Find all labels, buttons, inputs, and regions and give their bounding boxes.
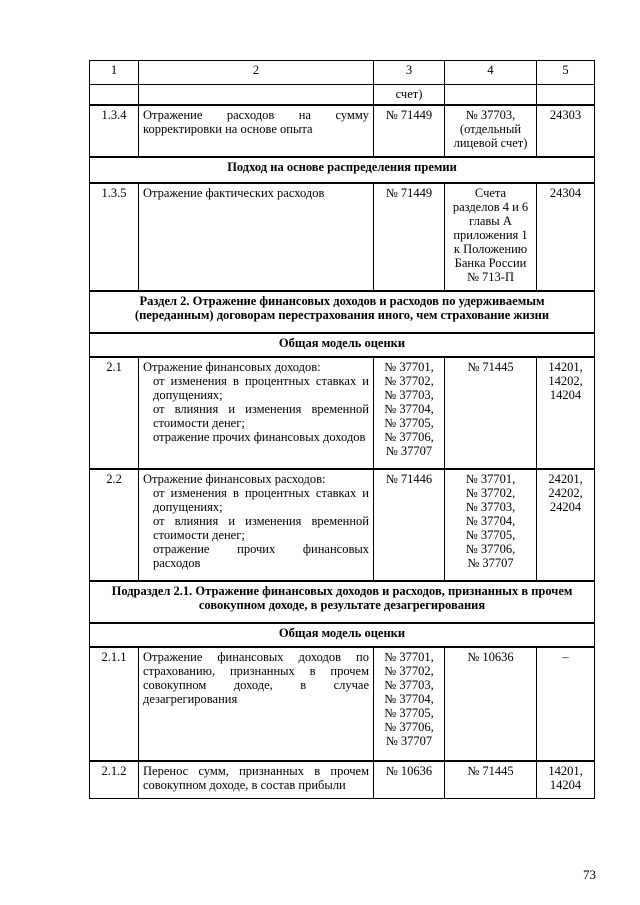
cell-credit: № 10636 (445, 647, 537, 761)
table-row-2-1-2 (90, 761, 595, 799)
cell-debit: № 71446 (374, 469, 445, 581)
table-row-2-1 (90, 357, 595, 469)
cell-symbol: – (537, 647, 595, 761)
section-title: Общая модель оценки (90, 623, 595, 647)
cell-debit: № 10636 (374, 761, 445, 799)
cell-num: 1.3.4 (90, 105, 139, 157)
cell-num: 2.1.2 (90, 761, 139, 799)
cell-debit: № 37701, № 37702, № 37703, № 37704, № 37705, № 37706, № 37707 (374, 357, 445, 469)
section-row-2-1 (90, 581, 595, 623)
section-title: Общая модель оценки (90, 333, 595, 357)
cell-credit: № 37701, № 37702, № 37703, № 37704, № 37705, № 37706, № 37707 (445, 469, 537, 581)
cell-text: Отражение фактических расходов (139, 183, 374, 291)
cell-num: 2.1.1 (90, 647, 139, 761)
cell-symbol: 24201, 24202, 24204 (537, 469, 595, 581)
cell-symbol: 24303 (537, 105, 595, 157)
section-title: Раздел 2. Отражение финансовых доходов и расходов по удерживаемым (переданным) договорам перестрахования иного, чем страхование жизни (90, 291, 595, 333)
table-row-1-3-4 (90, 105, 595, 157)
section-row-premium (90, 157, 595, 183)
header-cell: 4 (445, 61, 537, 85)
cell-num: 2.1 (90, 357, 139, 469)
page-number: 73 (583, 867, 596, 882)
section-row-2 (90, 291, 595, 333)
cell-text: Отражение финансовых доходов: от изменения в процентных ставках и допущениях; от влияния и изменения временной стоимости денег; отражение прочих финансовых доходов (139, 357, 374, 469)
cell-symbol: 14201, 14204 (537, 761, 595, 799)
table-row-2-2 (90, 469, 595, 581)
table-row-continuation (90, 85, 595, 105)
cell-symbol: 14201, 14202, 14204 (537, 357, 595, 469)
cell-text: Перенос сумм, признанных в прочем совокупном доходе, в состав прибыли (139, 761, 374, 799)
section-row-general-model (90, 623, 595, 647)
cell-symbol: 24304 (537, 183, 595, 291)
cell-debit: № 37701, № 37702, № 37703, № 37704, № 37705, № 37706, № 37707 (374, 647, 445, 761)
cell-num: 1.3.5 (90, 183, 139, 291)
section-title: Подход на основе распределения премии (90, 157, 595, 183)
cell-text: Отражение финансовых расходов: от изменения в процентных ставках и допущениях; от влияния и изменения временной стоимости денег; отражение прочих финансовых расходов (139, 469, 374, 581)
cell-debit: счет) (374, 85, 445, 105)
cell-debit: № 71449 (374, 105, 445, 157)
cell-text: Отражение расходов на сумму корректировки на основе опыта (139, 105, 374, 157)
table-row-2-1-1 (90, 647, 595, 761)
cell-credit: № 71445 (445, 357, 537, 469)
header-cell: 3 (374, 61, 445, 85)
accounting-table (89, 60, 595, 799)
table-row-1-3-5 (90, 183, 595, 291)
cell-num: 2.2 (90, 469, 139, 581)
cell-text: Отражение финансовых доходов по страхованию, признанных в прочем совокупном доходе, в случае дезагрегирования (139, 647, 374, 761)
cell-debit: № 71449 (374, 183, 445, 291)
header-cell: 2 (139, 61, 374, 85)
cell-credit: № 37703, (отдельный лицевой счет) (445, 105, 537, 157)
table-header-row (90, 61, 595, 85)
cell-credit: № 71445 (445, 761, 537, 799)
header-cell: 5 (537, 61, 595, 85)
section-title: Подраздел 2.1. Отражение финансовых доходов и расходов, признанных в прочем совокупном доходе, в результате дезагрегирования (90, 581, 595, 623)
section-row-general-model (90, 333, 595, 357)
header-cell: 1 (90, 61, 139, 85)
cell-credit: Счета разделов 4 и 6 главы А приложения 1 к Положению Банка России № 713-П (445, 183, 537, 291)
